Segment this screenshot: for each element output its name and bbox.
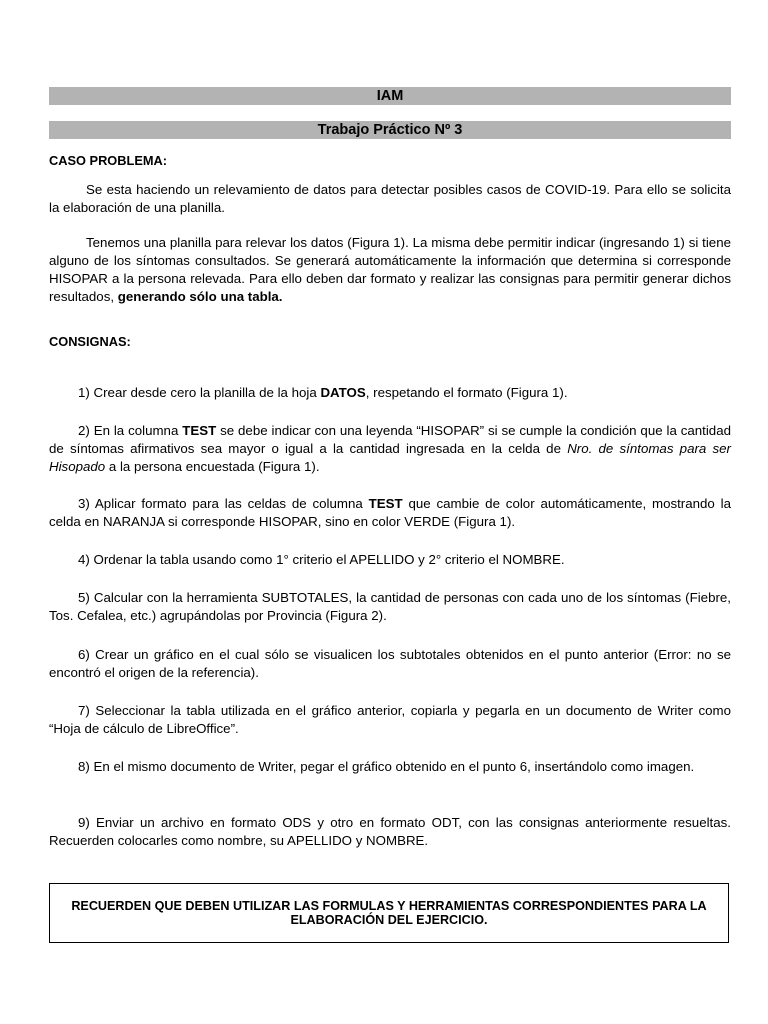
reminder-line-2: ELABORACIÓN DEL EJERCICIO. [290, 913, 488, 927]
consigna-6: 6) Crear un gráfico en el cual sólo se visualicen los subtotales obtenidos en el punto anterior (Error: no se encontró el origen de la referencia). [49, 647, 731, 680]
caso-heading: CASO PROBLEMA: [49, 153, 168, 168]
consigna-4: 4) Ordenar la tabla usando como 1° criterio el APELLIDO y 2° criterio el NOMBRE. [78, 552, 565, 567]
course-title-bar [49, 87, 731, 105]
consigna-5: 5) Calcular con la herramienta SUBTOTALES, la cantidad de personas con cada uno de los síntomas (Fiebre, Tos. Cefalea, etc.) agrupándolas por Provincia (Figura 2). [49, 590, 731, 623]
consigna-8: 8) En el mismo documento de Writer, pegar el gráfico obtenido en el punto 6, insertándolo como imagen. [78, 759, 695, 774]
consigna-2: 2) En la columna TEST se debe indicar con una leyenda “HISOPAR” si se cumple la condición que la cantidad de síntomas afirmativos sea mayor o igual a la cantidad ingresada en la celda de Nro. de síntomas para ser Hisopado a la persona encuestada (Figura 1). [49, 423, 731, 474]
reminder-box [49, 883, 729, 943]
caso-paragraph-1: Se esta haciendo un relevamiento de datos para detectar posibles casos de COVID-19. Para ello se solicita la elaboración de una planilla. [49, 182, 731, 215]
consigna-9: 9) Enviar un archivo en formato ODS y otro en formato ODT, con las consignas anteriormente resueltas. Recuerden colocarles como nombre, su APELLIDO y NOMBRE. [49, 815, 731, 848]
consigna-7: 7) Seleccionar la tabla utilizada en el gráfico anterior, copiarla y pegarla en un documento de Writer como “Hoja de cálculo de LibreOffice”. [49, 703, 731, 736]
consigna-3: 3) Aplicar formato para las celdas de columna TEST que cambie de color automáticamente, mostrando la celda en NARANJA si corresponde HISOPAR, sino en color VERDE (Figura 1). [49, 496, 732, 529]
assignment-title: Trabajo Práctico Nº 3 [317, 122, 463, 138]
reminder-line-1: RECUERDEN QUE DEBEN UTILIZAR LAS FORMULAS Y HERRAMIENTAS CORRESPONDIENTES PARA LA [71, 899, 707, 913]
caso-paragraph-2: Tenemos una planilla para relevar los datos (Figura 1). La misma debe permitir indicar (ingresando 1) si tiene alguno de los síntomas consultados. Se generará automáticamente la información que determina si corresponde HISOPAR a la persona relevada. Para ello deben dar formato y realizar las consignas para permitir generar dichos resultados, generando sólo una tabla. [49, 235, 731, 304]
course-title: IAM [376, 88, 404, 104]
consignas-heading: CONSIGNAS: [49, 334, 131, 349]
assignment-title-bar [49, 121, 731, 139]
consigna-1: 1) Crear desde cero la planilla de la hoja DATOS, respetando el formato (Figura 1). [78, 385, 568, 400]
